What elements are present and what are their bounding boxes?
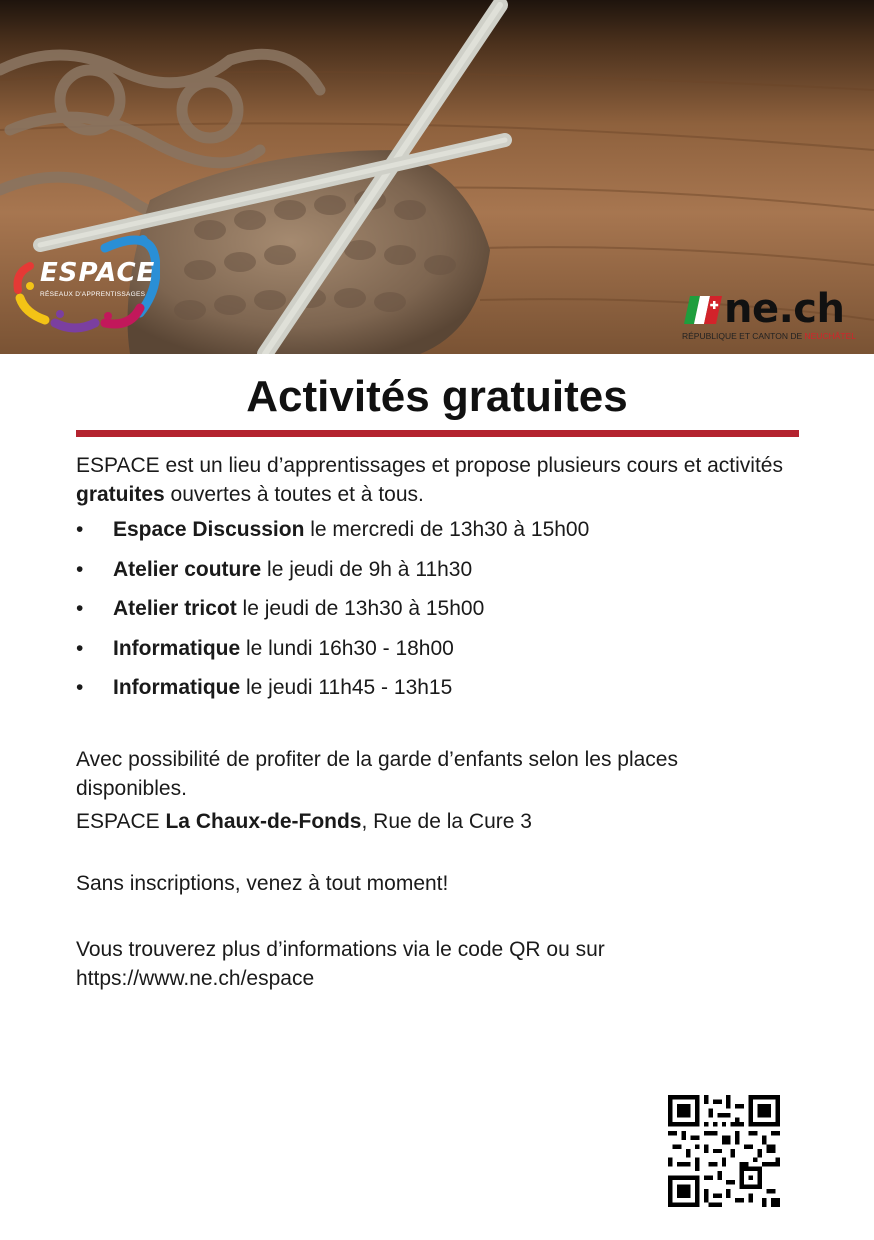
- bullet-icon: •: [76, 557, 84, 581]
- no-registration-note: Sans inscriptions, venez à tout moment!: [76, 872, 449, 895]
- espace-logo-subtitle: RÉSEAUX D'APPRENTISSAGES: [40, 291, 146, 298]
- bullet-icon: •: [76, 636, 84, 660]
- list-item: • Informatique le lundi 16h30 - 18h00: [76, 634, 816, 674]
- qr-code[interactable]: [668, 1095, 780, 1207]
- espace-logo-word: ESPACE: [40, 258, 156, 288]
- list-item: • Atelier tricot le jeudi de 13h30 à 15h00: [76, 594, 816, 634]
- ne-ch-tagline: RÉPUBLIQUE ET CANTON DE NEUCHÂTEL: [682, 331, 856, 341]
- list-item: • Atelier couture le jeudi de 9h à 11h30: [76, 555, 816, 595]
- more-info-paragraph: Vous trouverez plus d’informations via le code QR ou sur https://www.ne.ch/espace: [76, 938, 605, 990]
- intro-paragraph: ESPACE est un lieu d’apprentissages et propose plusieurs cours et activités gratuites ouvertes à toutes et à tous.: [76, 454, 783, 506]
- activities-list: [76, 515, 816, 713]
- espace-logo: [10, 228, 160, 338]
- address-line: ESPACE La Chaux-de-Fonds, Rue de la Cure 3: [76, 810, 532, 833]
- title-divider: [76, 430, 799, 437]
- page-title: Activités gratuites: [246, 372, 628, 421]
- ne-ch-logo: [682, 288, 862, 344]
- childcare-paragraph: Avec possibilité de profiter de la garde d’enfants selon les places disponibles.: [76, 748, 678, 800]
- bullet-icon: •: [76, 518, 84, 541]
- neuchatel-flag-icon: [684, 296, 722, 324]
- ne-ch-brand: ne.ch: [724, 286, 845, 332]
- list-item: • Espace Discussion le mercredi de 13h30 à 15h00: [76, 515, 816, 555]
- hero-photo: [0, 0, 874, 354]
- list-item: • Informatique le jeudi 11h45 - 13h15: [76, 673, 816, 713]
- bullet-icon: •: [76, 676, 84, 699]
- bullet-icon: •: [76, 597, 84, 620]
